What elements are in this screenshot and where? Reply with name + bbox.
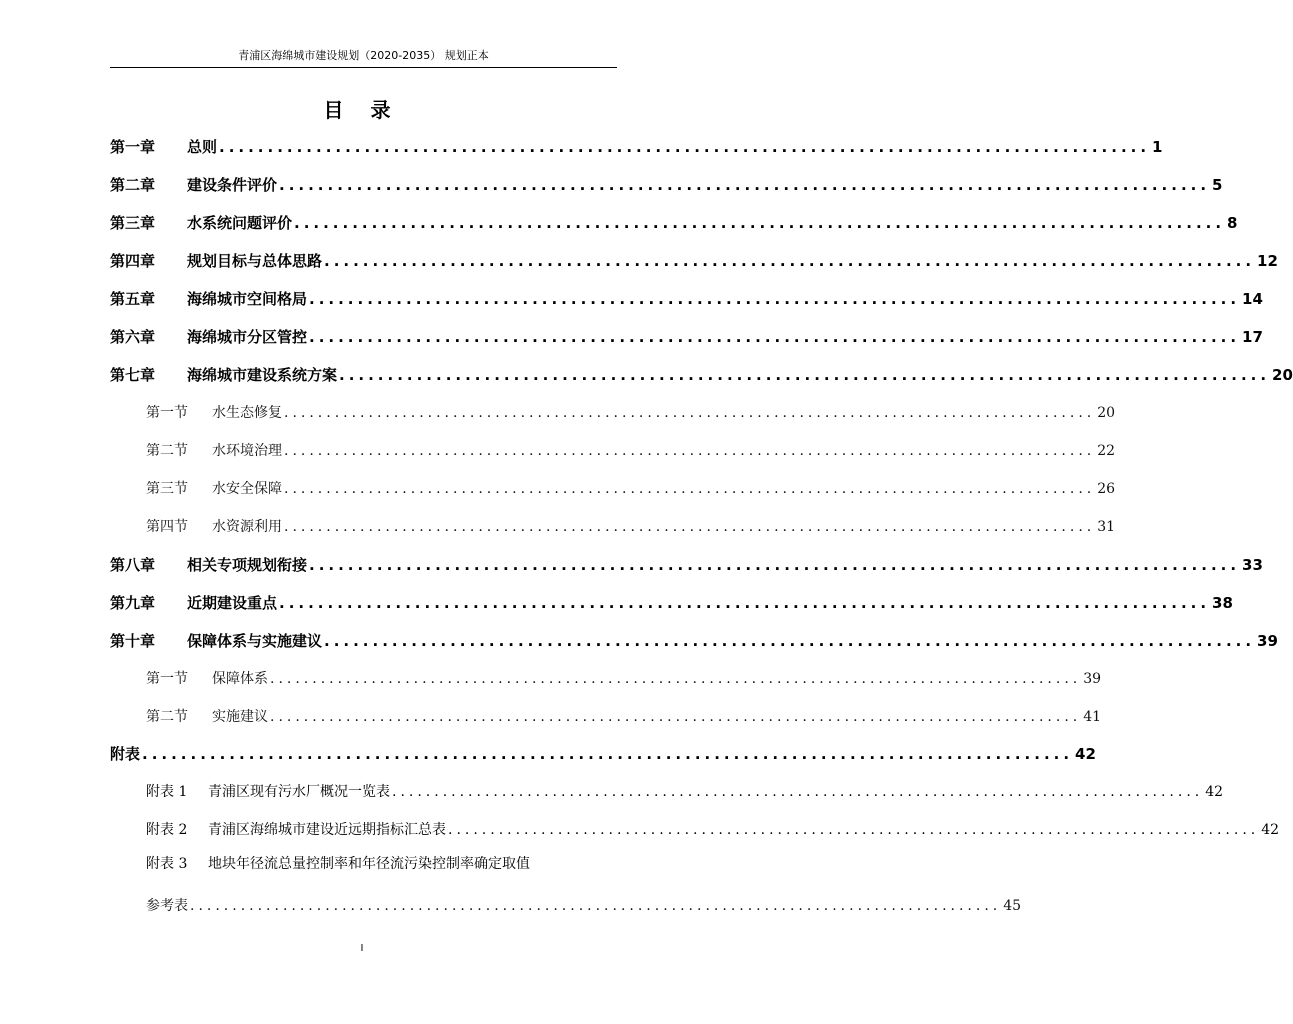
appendix-item-title-continued: 参考表 bbox=[146, 898, 188, 914]
toc-entry-chapter-9[interactable] bbox=[110, 592, 1233, 613]
page-number: 17 bbox=[1242, 328, 1263, 346]
leader-dots: ................................................................................................ bbox=[309, 290, 1241, 308]
section-number: 第一节 bbox=[146, 405, 188, 421]
page-number: 33 bbox=[1242, 556, 1263, 574]
toc-entry-section-7-3[interactable] bbox=[146, 478, 1116, 498]
page-number: 38 bbox=[1212, 594, 1233, 612]
section-number: 第二节 bbox=[146, 443, 188, 459]
toc-entry-chapter-6[interactable] bbox=[110, 326, 1263, 347]
appendix-number: 附表 2 bbox=[146, 822, 188, 838]
toc-entry-section-10-1[interactable] bbox=[146, 668, 1102, 688]
chapter-title: 总则 bbox=[187, 138, 218, 156]
section-title: 保障体系 bbox=[212, 671, 268, 687]
toc-entry-appendix-1[interactable] bbox=[146, 781, 1224, 801]
toc-entry-chapter-10[interactable] bbox=[110, 630, 1278, 651]
chapter-title: 建设条件评价 bbox=[187, 176, 278, 194]
page-number: 20 bbox=[1097, 405, 1116, 421]
page-number: 8 bbox=[1227, 214, 1238, 232]
leader-dots: ................................................................................................ bbox=[448, 822, 1260, 838]
appendix-title: 附表 bbox=[110, 745, 141, 763]
section-title: 水安全保障 bbox=[212, 481, 282, 497]
page-number: 41 bbox=[1083, 709, 1102, 725]
leader-dots: ................................................................................................ bbox=[284, 405, 1096, 421]
chapter-number: 第五章 bbox=[110, 290, 156, 308]
chapter-number: 第九章 bbox=[110, 594, 156, 612]
leader-dots: ................................................................................................ bbox=[270, 709, 1082, 725]
leader-dots: ................................................................................................ bbox=[284, 481, 1096, 497]
chapter-title: 保障体系与实施建议 bbox=[187, 632, 323, 650]
leader-dots: ................................................................................................ bbox=[309, 328, 1241, 346]
toc-entry-appendix-3-line2[interactable] bbox=[146, 895, 1022, 915]
page-number: 39 bbox=[1257, 632, 1278, 650]
toc-entry-chapter-8[interactable] bbox=[110, 554, 1263, 575]
toc-entry-section-7-1[interactable] bbox=[146, 402, 1116, 422]
page-number: 26 bbox=[1097, 481, 1116, 497]
chapter-title: 规划目标与总体思路 bbox=[187, 252, 323, 270]
toc-entry-chapter-1[interactable] bbox=[110, 136, 1163, 157]
toc-entry-chapter-5[interactable] bbox=[110, 288, 1263, 309]
chapter-number: 第一章 bbox=[110, 138, 156, 156]
chapter-title: 水系统问题评价 bbox=[187, 214, 293, 232]
leader-dots: ................................................................................................ bbox=[279, 176, 1211, 194]
leader-dots: ................................................................................................ bbox=[279, 594, 1211, 612]
leader-dots: ................................................................................................ bbox=[339, 366, 1271, 384]
chapter-title: 近期建设重点 bbox=[187, 594, 278, 612]
page-number: 22 bbox=[1097, 443, 1116, 459]
leader-dots: ................................................................................................ bbox=[284, 519, 1096, 535]
page-header: 青浦区海绵城市建设规划（2020-2035） 规划正本 bbox=[238, 49, 489, 62]
page-number: 5 bbox=[1212, 176, 1223, 194]
page-number: 20 bbox=[1272, 366, 1293, 384]
chapter-title: 海绵城市空间格局 bbox=[187, 290, 308, 308]
leader-dots: ................................................................................................ bbox=[392, 784, 1204, 800]
appendix-item-title: 青浦区现有污水厂概况一览表 bbox=[208, 784, 390, 800]
toc-entry-chapter-2[interactable] bbox=[110, 174, 1223, 195]
page-number: 45 bbox=[1003, 898, 1022, 914]
toc-entry-chapter-7[interactable] bbox=[110, 364, 1293, 385]
chapter-number: 第四章 bbox=[110, 252, 156, 270]
toc-entry-appendix-3-line1[interactable] bbox=[146, 853, 530, 873]
leader-dots: ................................................................................................ bbox=[324, 632, 1256, 650]
chapter-title: 相关专项规划衔接 bbox=[187, 556, 308, 574]
section-number: 第三节 bbox=[146, 481, 188, 497]
footer-page-number: I bbox=[360, 943, 364, 954]
chapter-title: 海绵城市建设系统方案 bbox=[187, 366, 338, 384]
page-number: 14 bbox=[1242, 290, 1263, 308]
section-title: 水环境治理 bbox=[212, 443, 282, 459]
chapter-number: 第八章 bbox=[110, 556, 156, 574]
chapter-title: 海绵城市分区管控 bbox=[187, 328, 308, 346]
leader-dots: ................................................................................................ bbox=[219, 138, 1151, 156]
appendix-number: 附表 1 bbox=[146, 784, 188, 800]
header-rule bbox=[110, 67, 617, 68]
leader-dots: ................................................................................................ bbox=[309, 556, 1241, 574]
chapter-number: 第二章 bbox=[110, 176, 156, 194]
page-number: 42 bbox=[1075, 745, 1096, 763]
appendix-item-title: 青浦区海绵城市建设近远期指标汇总表 bbox=[208, 822, 446, 838]
toc-entry-appendix[interactable] bbox=[110, 743, 1096, 764]
chapter-number: 第七章 bbox=[110, 366, 156, 384]
leader-dots: ................................................................................................ bbox=[324, 252, 1256, 270]
toc-entry-chapter-3[interactable] bbox=[110, 212, 1238, 233]
toc-title: 目 录 bbox=[323, 98, 401, 122]
section-title: 实施建议 bbox=[212, 709, 268, 725]
chapter-number: 第六章 bbox=[110, 328, 156, 346]
section-number: 第二节 bbox=[146, 709, 188, 725]
page-number: 31 bbox=[1097, 519, 1116, 535]
leader-dots: ................................................................................................ bbox=[270, 671, 1082, 687]
toc-entry-section-10-2[interactable] bbox=[146, 706, 1102, 726]
page-number: 42 bbox=[1205, 784, 1224, 800]
page-number: 42 bbox=[1261, 822, 1280, 838]
toc-entry-chapter-4[interactable] bbox=[110, 250, 1278, 271]
chapter-number: 第十章 bbox=[110, 632, 156, 650]
toc-entry-section-7-2[interactable] bbox=[146, 440, 1116, 460]
appendix-item-title: 地块年径流总量控制率和年径流污染控制率确定取值 bbox=[208, 856, 530, 872]
section-title: 水生态修复 bbox=[212, 405, 282, 421]
leader-dots: ................................................................................................ bbox=[284, 443, 1096, 459]
section-number: 第一节 bbox=[146, 671, 188, 687]
page-number: 12 bbox=[1257, 252, 1278, 270]
chapter-number: 第三章 bbox=[110, 214, 156, 232]
leader-dots: ................................................................................................ bbox=[142, 745, 1074, 763]
leader-dots: ................................................................................................ bbox=[190, 898, 1002, 914]
appendix-number: 附表 3 bbox=[146, 856, 188, 872]
section-title: 水资源利用 bbox=[212, 519, 282, 535]
toc-entry-section-7-4[interactable] bbox=[146, 516, 1116, 536]
page-number: 39 bbox=[1083, 671, 1102, 687]
page-number: 1 bbox=[1152, 138, 1163, 156]
toc-entry-appendix-2[interactable] bbox=[146, 819, 1280, 839]
leader-dots: ................................................................................................ bbox=[294, 214, 1226, 232]
section-number: 第四节 bbox=[146, 519, 188, 535]
